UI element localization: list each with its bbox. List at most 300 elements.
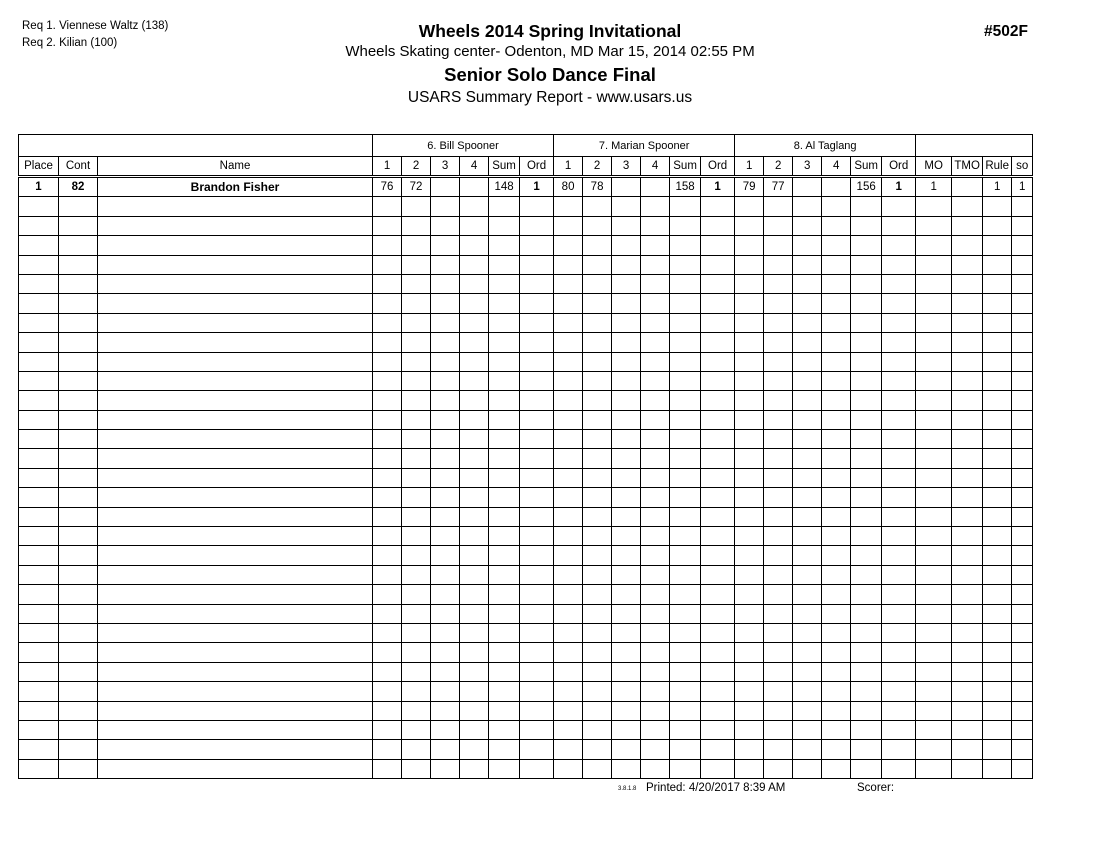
score-cell <box>793 294 822 313</box>
name-cell <box>98 623 373 642</box>
name-cell <box>98 216 373 235</box>
score-cell <box>764 604 793 623</box>
score-cell <box>793 701 822 720</box>
score-cell <box>460 371 489 390</box>
score-cell <box>822 720 851 739</box>
score-cell <box>583 507 612 526</box>
so-cell <box>1012 585 1033 604</box>
ord-cell <box>882 294 916 313</box>
score-cell <box>554 313 583 332</box>
mo-cell <box>916 720 952 739</box>
score-cell <box>612 488 641 507</box>
judge-header-1: 6. Bill Spooner <box>373 135 554 157</box>
score-cell <box>583 333 612 352</box>
ord-cell <box>701 643 735 662</box>
score-cell <box>554 294 583 313</box>
score-cell <box>373 274 402 293</box>
score-cell <box>373 527 402 546</box>
rule-cell <box>983 643 1012 662</box>
ord-cell <box>701 720 735 739</box>
score-cell <box>402 274 431 293</box>
score-cell <box>822 236 851 255</box>
tmo-cell <box>952 701 983 720</box>
sum-cell <box>670 430 701 449</box>
score-cell <box>764 585 793 604</box>
name-cell <box>98 527 373 546</box>
table-row-empty <box>19 255 1033 274</box>
score-cell <box>822 662 851 681</box>
score-cell <box>793 371 822 390</box>
score-cell <box>735 216 764 235</box>
so-cell <box>1012 527 1033 546</box>
sum-cell <box>489 216 520 235</box>
score-cell <box>641 468 670 487</box>
score-cell <box>764 274 793 293</box>
score-cell <box>431 662 460 681</box>
sum-cell <box>670 449 701 468</box>
so-cell <box>1012 468 1033 487</box>
cont-cell <box>59 352 98 371</box>
table-row-empty <box>19 527 1033 546</box>
mo-cell <box>916 216 952 235</box>
tmo-cell <box>952 643 983 662</box>
score-cell <box>822 585 851 604</box>
tmo-cell <box>952 662 983 681</box>
cont-cell <box>59 759 98 778</box>
name-cell: Brandon Fisher <box>98 177 373 197</box>
so-cell <box>1012 682 1033 701</box>
score-cell <box>612 468 641 487</box>
sum-cell <box>489 274 520 293</box>
name-cell <box>98 410 373 429</box>
score-cell <box>641 720 670 739</box>
score-cell <box>554 430 583 449</box>
sum-cell <box>489 197 520 216</box>
tmo-cell <box>952 255 983 274</box>
so-cell <box>1012 352 1033 371</box>
score-cell <box>641 177 670 197</box>
ord-cell <box>520 682 554 701</box>
score-cell <box>764 546 793 565</box>
rule-cell <box>983 197 1012 216</box>
score-cell <box>612 294 641 313</box>
so-cell <box>1012 197 1033 216</box>
score-cell <box>735 682 764 701</box>
col-header-1: 1 <box>735 157 764 177</box>
score-cell <box>612 565 641 584</box>
score-cell <box>793 585 822 604</box>
score-cell <box>641 740 670 759</box>
place-cell <box>19 682 59 701</box>
mo-cell <box>916 662 952 681</box>
sum-cell <box>851 313 882 332</box>
sum-cell <box>489 333 520 352</box>
name-cell <box>98 371 373 390</box>
tmo-cell <box>952 274 983 293</box>
sum-cell <box>489 585 520 604</box>
score-cell <box>460 391 489 410</box>
score-cell <box>612 740 641 759</box>
ord-cell <box>882 488 916 507</box>
score-cell <box>373 430 402 449</box>
score-cell <box>793 468 822 487</box>
tmo-cell <box>952 623 983 642</box>
ord-cell <box>520 740 554 759</box>
score-cell <box>402 585 431 604</box>
score-cell <box>554 662 583 681</box>
score-cell <box>373 604 402 623</box>
rule-cell <box>983 546 1012 565</box>
score-cell <box>583 643 612 662</box>
score-cell <box>764 488 793 507</box>
score-cell <box>612 546 641 565</box>
ord-cell <box>882 585 916 604</box>
score-cell <box>460 313 489 332</box>
cont-cell <box>59 236 98 255</box>
col-header-so: so <box>1012 157 1033 177</box>
ord-cell <box>520 468 554 487</box>
score-cell <box>793 236 822 255</box>
sum-cell <box>670 236 701 255</box>
score-cell <box>612 236 641 255</box>
score-cell <box>612 410 641 429</box>
tmo-cell <box>952 565 983 584</box>
score-cell <box>612 197 641 216</box>
score-cell <box>641 391 670 410</box>
rule-cell <box>983 759 1012 778</box>
sum-cell <box>670 294 701 313</box>
score-cell <box>402 468 431 487</box>
score-cell <box>612 585 641 604</box>
mo-cell <box>916 449 952 468</box>
col-header-mo: MO <box>916 157 952 177</box>
ord-cell <box>701 313 735 332</box>
so-cell <box>1012 333 1033 352</box>
mo-cell <box>916 410 952 429</box>
place-cell <box>19 623 59 642</box>
sum-cell <box>851 720 882 739</box>
score-cell <box>735 352 764 371</box>
score-cell <box>641 352 670 371</box>
score-cell <box>402 255 431 274</box>
ord-cell <box>882 333 916 352</box>
score-cell <box>735 430 764 449</box>
cont-cell <box>59 274 98 293</box>
score-cell <box>612 682 641 701</box>
score-cell <box>554 740 583 759</box>
score-cell <box>822 507 851 526</box>
sum-cell <box>489 468 520 487</box>
sum-cell <box>851 623 882 642</box>
table-row-empty <box>19 759 1033 778</box>
place-cell <box>19 449 59 468</box>
ord-cell <box>882 720 916 739</box>
sum-cell: 156 <box>851 177 882 197</box>
score-cell <box>764 507 793 526</box>
score-cell <box>612 604 641 623</box>
software-version: 3.8.1.8 <box>618 786 637 792</box>
score-cell <box>554 371 583 390</box>
score-cell <box>822 701 851 720</box>
score-cell <box>612 720 641 739</box>
sum-cell <box>851 468 882 487</box>
score-cell <box>764 759 793 778</box>
table-row-empty <box>19 391 1033 410</box>
score-cell <box>431 759 460 778</box>
table-row-empty <box>19 720 1033 739</box>
score-cell <box>793 177 822 197</box>
score-cell <box>431 488 460 507</box>
tmo-cell <box>952 507 983 526</box>
score-cell <box>583 236 612 255</box>
name-cell <box>98 701 373 720</box>
place-cell <box>19 740 59 759</box>
col-header-2: 2 <box>402 157 431 177</box>
so-cell <box>1012 294 1033 313</box>
rule-cell <box>983 565 1012 584</box>
score-cell <box>554 216 583 235</box>
place-cell <box>19 430 59 449</box>
score-cell <box>460 527 489 546</box>
mo-cell <box>916 333 952 352</box>
score-cell <box>402 527 431 546</box>
mo-cell <box>916 643 952 662</box>
table-row-empty <box>19 701 1033 720</box>
sum-cell <box>670 197 701 216</box>
cont-cell <box>59 585 98 604</box>
report-type-line: USARS Summary Report - www.usars.us <box>407 89 693 106</box>
ord-cell <box>520 759 554 778</box>
so-cell <box>1012 565 1033 584</box>
score-cell <box>612 177 641 197</box>
score-cell <box>583 216 612 235</box>
score-cell <box>554 604 583 623</box>
score-cell <box>612 449 641 468</box>
score-cell <box>612 662 641 681</box>
score-cell <box>460 410 489 429</box>
name-cell <box>98 759 373 778</box>
place-cell <box>19 352 59 371</box>
score-cell <box>793 391 822 410</box>
score-cell <box>402 604 431 623</box>
ord-cell <box>520 488 554 507</box>
sum-cell <box>851 701 882 720</box>
judge-header-2: 7. Marian Spooner <box>554 135 735 157</box>
judge-header-3: 8. Al Taglang <box>735 135 916 157</box>
score-cell <box>764 333 793 352</box>
name-cell <box>98 313 373 332</box>
score-cell <box>460 274 489 293</box>
score-cell <box>554 391 583 410</box>
place-cell <box>19 197 59 216</box>
col-header-sum: Sum <box>851 157 882 177</box>
place-cell <box>19 546 59 565</box>
sum-cell <box>670 371 701 390</box>
score-cell <box>641 410 670 429</box>
sum-cell <box>670 410 701 429</box>
ord-cell <box>882 236 916 255</box>
score-cell <box>735 527 764 546</box>
score-cell <box>460 623 489 642</box>
score-cell <box>402 759 431 778</box>
place-cell <box>19 507 59 526</box>
venue-line: Wheels Skating center- Odenton, MD Mar 15, 2014 02:55 PM <box>345 43 755 60</box>
score-table <box>18 134 1033 779</box>
score-cell <box>431 352 460 371</box>
sum-cell <box>670 720 701 739</box>
score-cell <box>822 623 851 642</box>
cont-cell <box>59 449 98 468</box>
score-cell <box>612 255 641 274</box>
score-cell <box>554 759 583 778</box>
name-cell <box>98 468 373 487</box>
place-cell <box>19 274 59 293</box>
cont-cell <box>59 565 98 584</box>
name-cell <box>98 643 373 662</box>
sum-cell <box>489 740 520 759</box>
score-cell <box>793 507 822 526</box>
score-cell <box>431 197 460 216</box>
ord-cell <box>882 468 916 487</box>
mo-cell: 1 <box>916 177 952 197</box>
rule-cell <box>983 391 1012 410</box>
score-cell <box>460 352 489 371</box>
rule-cell <box>983 662 1012 681</box>
sum-cell <box>851 527 882 546</box>
score-cell <box>460 255 489 274</box>
ord-cell <box>701 294 735 313</box>
score-cell <box>402 740 431 759</box>
score-cell <box>431 643 460 662</box>
score-cell <box>735 507 764 526</box>
cont-cell <box>59 391 98 410</box>
col-header-ord: Ord <box>882 157 916 177</box>
col-header-1: 1 <box>554 157 583 177</box>
score-cell <box>554 236 583 255</box>
score-cell <box>402 352 431 371</box>
tmo-cell <box>952 546 983 565</box>
sum-cell <box>670 274 701 293</box>
col-header-3: 3 <box>612 157 641 177</box>
cont-cell <box>59 507 98 526</box>
score-cell <box>431 546 460 565</box>
mo-cell <box>916 294 952 313</box>
score-cell <box>793 255 822 274</box>
table-row-empty <box>19 662 1033 681</box>
score-cell: 79 <box>735 177 764 197</box>
place-cell <box>19 585 59 604</box>
ord-cell <box>882 604 916 623</box>
score-cell <box>402 662 431 681</box>
score-cell <box>460 430 489 449</box>
score-cell <box>822 468 851 487</box>
mo-cell <box>916 623 952 642</box>
score-cell <box>793 662 822 681</box>
col-header-place: Place <box>19 157 59 177</box>
tmo-cell <box>952 177 983 197</box>
name-cell <box>98 507 373 526</box>
so-cell <box>1012 236 1033 255</box>
rule-cell <box>983 623 1012 642</box>
score-cell <box>822 643 851 662</box>
ord-cell <box>520 546 554 565</box>
score-cell <box>583 546 612 565</box>
tmo-cell <box>952 294 983 313</box>
sum-cell <box>851 604 882 623</box>
score-cell <box>764 371 793 390</box>
rule-cell <box>983 527 1012 546</box>
score-cell <box>583 274 612 293</box>
sum-cell <box>489 682 520 701</box>
rule-cell <box>983 216 1012 235</box>
cont-cell <box>59 488 98 507</box>
score-cell <box>431 236 460 255</box>
sum-cell <box>489 643 520 662</box>
score-cell <box>402 623 431 642</box>
col-header-ord: Ord <box>701 157 735 177</box>
ord-cell <box>520 449 554 468</box>
cont-cell <box>59 371 98 390</box>
sum-cell <box>489 294 520 313</box>
score-cell <box>373 449 402 468</box>
score-cell <box>822 274 851 293</box>
score-cell <box>764 255 793 274</box>
score-cell <box>431 720 460 739</box>
rule-cell: 1 <box>983 177 1012 197</box>
place-cell <box>19 255 59 274</box>
sum-cell <box>489 507 520 526</box>
score-cell <box>764 430 793 449</box>
score-cell <box>402 197 431 216</box>
table-row-empty <box>19 488 1033 507</box>
score-cell <box>554 643 583 662</box>
score-cell <box>402 507 431 526</box>
score-cell <box>431 740 460 759</box>
score-cell <box>460 294 489 313</box>
sum-cell <box>670 468 701 487</box>
score-cell <box>373 720 402 739</box>
score-cell <box>554 585 583 604</box>
score-cell <box>764 449 793 468</box>
ord-cell <box>882 682 916 701</box>
sum-cell <box>489 759 520 778</box>
score-cell <box>554 720 583 739</box>
col-header-3: 3 <box>431 157 460 177</box>
ord-cell <box>520 527 554 546</box>
name-cell <box>98 333 373 352</box>
place-cell <box>19 759 59 778</box>
score-cell <box>373 662 402 681</box>
score-cell <box>764 643 793 662</box>
score-cell <box>431 216 460 235</box>
sum-cell <box>670 759 701 778</box>
mo-cell <box>916 468 952 487</box>
ord-cell <box>701 430 735 449</box>
tmo-cell <box>952 488 983 507</box>
rule-cell <box>983 488 1012 507</box>
rule-cell <box>983 468 1012 487</box>
score-cell <box>735 740 764 759</box>
ord-cell <box>701 759 735 778</box>
score-cell <box>460 468 489 487</box>
score-cell <box>612 391 641 410</box>
table-row-empty <box>19 623 1033 642</box>
tmo-cell <box>952 391 983 410</box>
so-cell <box>1012 662 1033 681</box>
col-header-2: 2 <box>583 157 612 177</box>
sum-cell <box>489 527 520 546</box>
score-cell <box>402 236 431 255</box>
